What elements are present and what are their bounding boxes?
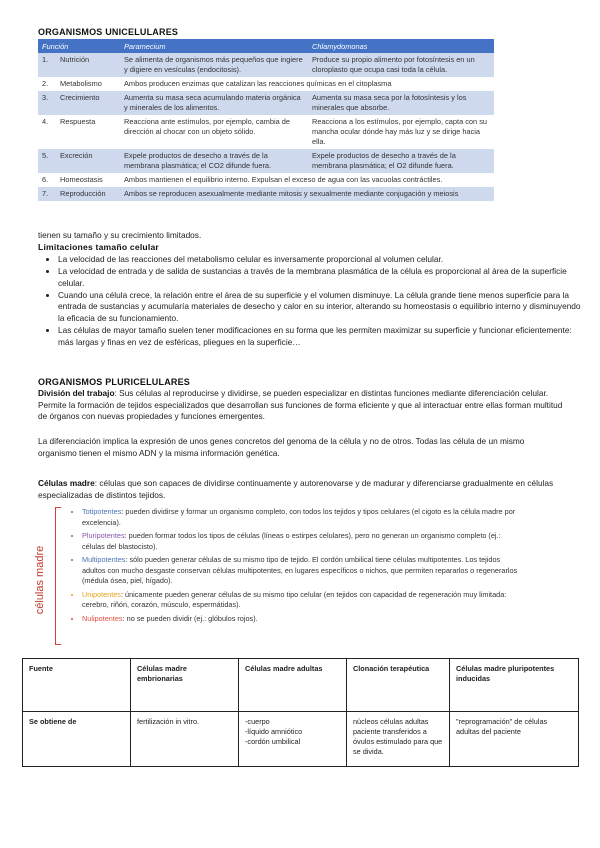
row-chlamydomonas: Produce su propio alimento por fotosíntesis en un cloroplasto que ocupa casi toda la célula.	[308, 53, 494, 77]
header-inducidas: Células madre pluripotentes inducidas	[450, 659, 579, 712]
type-name: Pluripotentes	[82, 531, 125, 540]
type-text: : pueden formar todos los tipos de células (líneas o estirpes celulares), pero no generan un organismo completo (ej.: células del blastocisto).	[82, 531, 501, 551]
celulas-madre-paragraph	[38, 478, 563, 501]
table-row	[23, 712, 579, 767]
type-name: Nulipotentes	[82, 613, 123, 623]
header-funcion: Función	[38, 39, 120, 53]
header-embrionarias: Células madre embrionarias	[131, 659, 239, 712]
row-paramecium: Reacciona ante estímulos, por ejemplo, cambia de dirección al chocar con un objeto sólido.	[120, 115, 308, 149]
row-shared-description: Ambos producen enzimas que catalizan las reacciones químicas en el citoplasma	[120, 77, 494, 91]
row-paramecium: Expele productos de desecho a través de la membrana plasmática; el CO2 difunde fuera.	[120, 149, 308, 173]
header-adultas: Células madre adultas	[239, 659, 347, 712]
table-row	[38, 53, 494, 77]
type-text: : únicamente pueden generar células de su mismo tipo celular (en tejidos con capacidad de regeneración muy limitada: cerebro, riñón, corazón, músculo, espermátidas).	[82, 589, 507, 609]
row-shared-description: Ambos mantienen el equilibrio interno. Expulsan el exceso de agua con las vacuolas contráctiles.	[120, 173, 494, 187]
list-item	[82, 590, 522, 611]
type-name: Unipotentes	[82, 589, 121, 599]
unicellular-comparison-table	[38, 39, 494, 201]
row-number: 7.	[38, 187, 56, 201]
type-text: : sólo pueden generar células de su mismo tipo de tejido. El cordón umbilical tiene células multipotentes. Los tejidos adultos con mucho desgaste conservan células multipotentes, en lugares específicos o nichos, que permiten repararlos o regenerarlos (médula ósea, piel, hígado).	[82, 555, 518, 585]
division-trabajo-paragraph	[38, 388, 563, 423]
stem-cell-source-table	[22, 658, 579, 767]
table-row	[38, 149, 494, 173]
side-label-text: células madre	[34, 545, 46, 615]
table-row	[38, 187, 494, 201]
list-item: • La velocidad de las reacciones del metabolismo celular es inversamente proporcional al volumen celular.	[58, 254, 583, 266]
table-row	[38, 91, 494, 115]
cell-clonacion: núcleos células adultas paciente transferidos a óvulos estimulado para que se divida.	[347, 712, 450, 767]
row-number: 6.	[38, 173, 56, 187]
header-fuente: Fuente	[23, 659, 131, 712]
row-function: Reproducción	[56, 187, 120, 201]
row-chlamydomonas: Aumenta su masa seca por la fotosíntesis y los minerales que absorbe.	[308, 91, 494, 115]
type-text: : no se pueden dividir (ej.: glóbulos rojos).	[122, 613, 258, 623]
row-number: 3.	[38, 91, 56, 115]
section-title-unicelulares: ORGANISMOS UNICELULARES	[38, 27, 179, 37]
list-item	[82, 531, 522, 552]
table-row	[38, 115, 494, 149]
row-chlamydomonas: Expele productos de desecho a través de la membrana plasmática; el O2 difunde fuera.	[308, 149, 494, 173]
list-item	[82, 614, 522, 625]
limitaciones-title: Limitaciones tamaño celular	[38, 242, 159, 252]
list-item: • Cuando una célula crece, la relación entre el área de su superficie y el volumen disminuye. La célula grande tiene menos superficie para la entrada de sustancias y acumularía materiales de desecho y calor en su interior, alterando su homeostasis o equilibrio interno y disminuyendo la eficacia de su funcionamiento.	[58, 290, 583, 325]
madre-text: : células que son capaces de dividirse continuamente y autorenovarse y de madurar y diferenciarse gradualmente en células especializadas de distintos tejidos.	[38, 478, 554, 500]
row-chlamydomonas: Reacciona a los estímulos, por ejemplo, capta con su mancha ocular dónde hay más luz y se dirige hacia ella.	[308, 115, 494, 149]
diferenciacion-paragraph: La diferenciación implica la expresión de unos genes concretos del genoma de la célula y no de otros. Todas las célula de un mismo organismo tienen el mismo ADN y la misma información genética.	[38, 436, 525, 458]
row-number: 1.	[38, 53, 56, 77]
row-function: Excreción	[56, 149, 120, 173]
list-item	[82, 555, 522, 587]
header-paramecium: Paramecium	[120, 39, 308, 53]
row-function: Homeostasis	[56, 173, 120, 187]
division-text: : Sus células al reproducirse y dividirse, se pueden especializar en distintas funciones mediante diferenciación celular. Permite la formación de tejidos especializados que desarrollan sus funciones de forma eficiente y que al interactuar entre ellas forman multitud de órganos con nuevas propiedades y funciones emergentes.	[38, 388, 563, 422]
row-function: Metabolismo	[56, 77, 120, 91]
header-chlamydomonas: Chlamydomonas	[308, 39, 494, 53]
trailing-text: tienen su tamaño y su crecimiento limitados.	[38, 230, 202, 240]
cell-inducidas: "reprogramación" de células adultas del paciente	[450, 712, 579, 767]
type-name: Multipotentes	[82, 555, 126, 564]
cell-embrionarias: fertilización in vitro.	[131, 712, 239, 767]
header-clonacion: Clonación terapéutica	[347, 659, 450, 712]
list-item: • Las células de mayor tamaño suelen tener modificaciones en su forma que les permiten maximizar su superficie y funcionar eficientemente: más largas y finas en vez de esféricas, pliegues en la superficie…	[58, 325, 583, 348]
madre-term: Células madre	[38, 478, 95, 488]
row-function: Crecimiento	[56, 91, 120, 115]
table-row	[38, 77, 494, 91]
limitaciones-list	[38, 254, 583, 349]
row-shared-description: Ambos se reproducen asexualmente mediante mitosis y sexualmente mediante conjugación y meiosis	[120, 187, 494, 201]
row-label: Se obtiene de	[23, 712, 131, 767]
row-function: Respuesta	[56, 115, 120, 149]
list-item	[82, 507, 522, 528]
type-text: : pueden dividirse y formar un organismo completo, con todos los tejidos y tipos celulares (el cigoto es la célula madre por excelencia).	[82, 507, 516, 527]
division-term: División del trabajo	[38, 388, 115, 398]
row-number: 4.	[38, 115, 56, 149]
row-paramecium: Aumenta su masa seca acumulando materia orgánica y minerales de los alimentos.	[120, 91, 308, 115]
row-function: Nutrición	[56, 53, 120, 77]
section-title-pluricelulares: ORGANISMOS PLURICELULARES	[38, 377, 191, 387]
table-row	[38, 173, 494, 187]
stem-cell-bracket	[55, 507, 61, 645]
row-paramecium: Se alimenta de organismos más pequeños que ingiere y digiere en vesículas (endocitosis).	[120, 53, 308, 77]
row-number: 2.	[38, 77, 56, 91]
row-number: 5.	[38, 149, 56, 173]
type-name: Totipotentes	[82, 507, 122, 516]
list-item: • La velocidad de entrada y de salida de sustancias a través de la membrana plasmática de la célula es proporcional al área de la superficie celular.	[58, 266, 583, 289]
stem-cell-types-list	[66, 507, 522, 627]
cell-adultas: -cuerpo -líquido amniótico -cordón umbilical	[239, 712, 347, 767]
